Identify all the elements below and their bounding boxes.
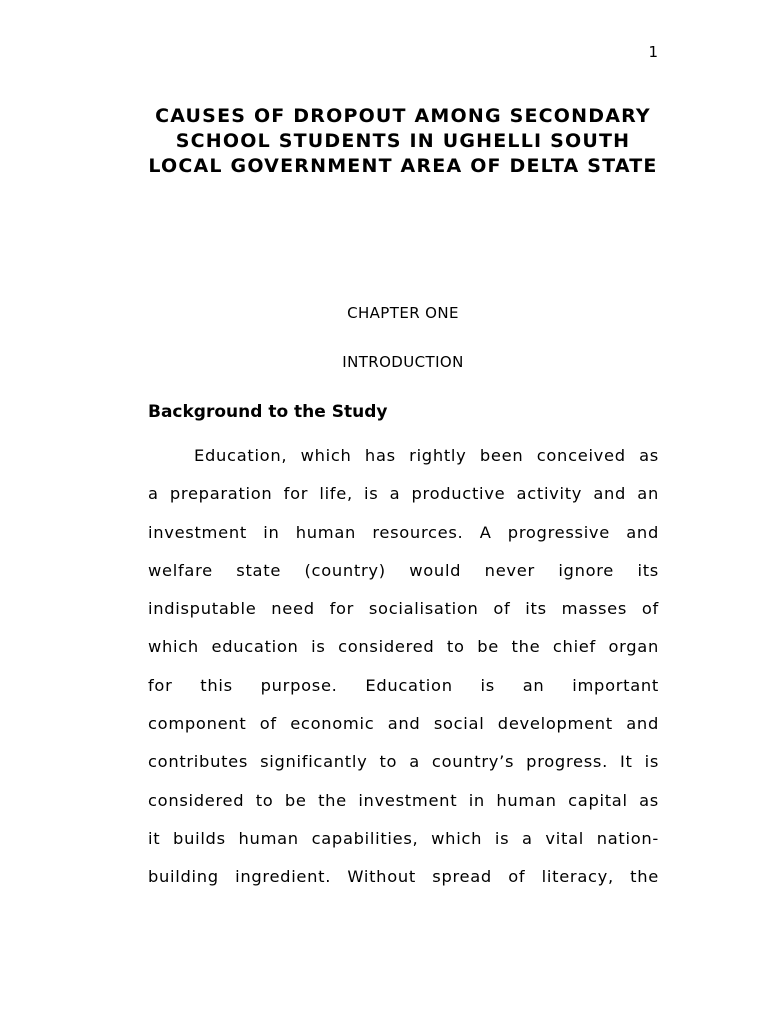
page-number: 1 (648, 43, 658, 61)
introduction-heading: INTRODUCTION (342, 353, 464, 371)
paragraph-line: for this purpose. Education is an important (148, 675, 659, 695)
section-heading: Background to the Study (148, 402, 388, 422)
chapter-heading: CHAPTER ONE (347, 304, 459, 322)
paragraph-line: investment in human resources. A progressive and (148, 522, 659, 542)
paragraph-line: Education, which has rightly been conceived as (194, 446, 659, 465)
paragraph-line: it builds human capabilities, which is a vital nation- (148, 828, 659, 848)
paragraph-line: building ingredient. Without spread of literacy, the (148, 867, 659, 887)
paragraph-line: a preparation for life, is a productive activity and an (148, 484, 659, 504)
body-paragraph (148, 444, 659, 904)
paragraph-line: indisputable need for socialisation of its masses of (148, 599, 659, 619)
paragraph-line: considered to be the investment in human capital as (148, 790, 659, 810)
paragraph-line: contributes significantly to a country’s progress. It is (148, 752, 659, 772)
document-title: CAUSES OF DROPOUT AMONG SECONDARY SCHOOL STUDENTS IN UGHELLI SOUTH LOCAL GOVERNMENT AREA OF DELTA STATE (148, 105, 658, 177)
paragraph-line: component of economic and social development and (148, 714, 659, 734)
paragraph-line: welfare state (country) would never ignore its (148, 560, 659, 580)
paragraph-line: which education is considered to be the chief organ (148, 637, 659, 657)
